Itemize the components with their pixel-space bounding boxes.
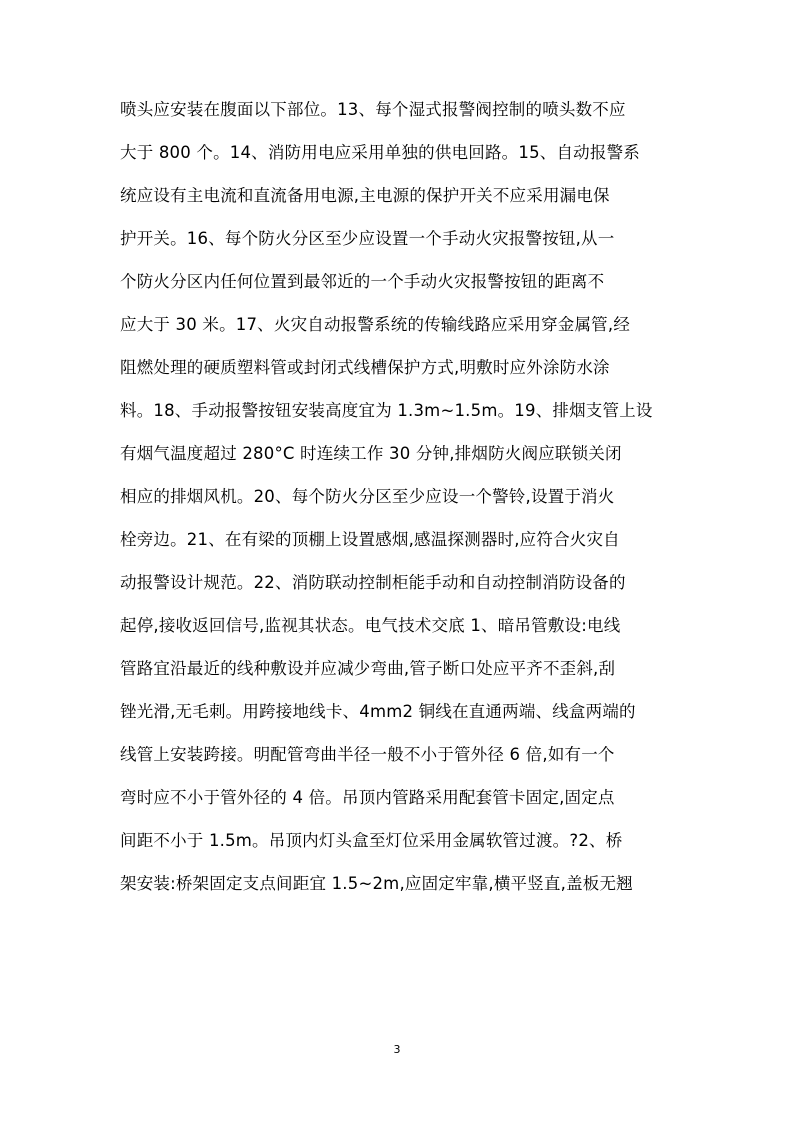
- text-line: 动报警设计规范。22、消防联动控制柜能手动和自动控制消防设备的: [120, 573, 626, 592]
- text-line: 个防火分区内任何位置到最邻近的一个手动火灾报警按钮的距离不: [120, 272, 605, 291]
- text-line: 锉光滑,无毛刺。用跨接地线卡、4mm2 铜线在直通两端、线盒两端的: [120, 702, 636, 721]
- text-line: 有烟气温度超过 280°C 时连续工作 30 分钟,排烟防火阀应联锁关闭: [120, 444, 622, 463]
- text-line: 栓旁边。21、在有梁的顶棚上设置感烟,感温探测器时,应符合火灾自: [120, 530, 620, 549]
- text-line: 应大于 30 米。17、火灾自动报警系统的传输线路应采用穿金属管,经: [120, 315, 631, 334]
- text-line: 护开关。16、每个防火分区至少应设置一个手动火灾报警按钮,从一: [120, 229, 615, 248]
- text-line: 大于 800 个。14、消防用电应采用单独的供电回路。15、自动报警系: [120, 143, 640, 162]
- text-line: 阻燃处理的硬质塑料管或封闭式线槽保护方式,明敷时应外涂防水涂: [120, 358, 610, 377]
- text-line: 管路宜沿最近的线种敷设并应减少弯曲,管子断口处应平齐不歪斜,刮: [120, 659, 616, 678]
- text-line: 线管上安装跨接。明配管弯曲半径一般不小于管外径 6 倍,如有一个: [120, 745, 615, 764]
- text-line: 弯时应不小于管外径的 4 倍。吊顶内管路采用配套管卡固定,固定点: [120, 788, 615, 807]
- text-line: 统应设有主电流和直流备用电源,主电源的保护开关不应采用漏电保: [120, 186, 610, 205]
- text-line: 架安装:桥架固定支点间距宜 1.5~2m,应固定牢靠,横平竖直,盖板无翘: [120, 874, 633, 893]
- page-number: 3: [393, 1043, 401, 1056]
- text-line: 喷头应安装在腹面以下部位。13、每个湿式报警阀控制的喷头数不应: [120, 100, 626, 119]
- text-line: 料。18、手动报警按钮安装高度宜为 1.3m~1.5m。19、排烟支管上设: [120, 401, 653, 420]
- body-text: [120, 88, 680, 905]
- text-line: 相应的排烟风机。20、每个防火分区至少应设一个警铃,设置于消火: [120, 487, 615, 506]
- text-line: 间距不小于 1.5m。吊顶内灯头盒至灯位采用金属软管过渡。?2、桥: [120, 831, 623, 850]
- text-line: 起停,接收返回信号,监视其状态。电气技术交底 1、暗吊管敷设:电线: [120, 616, 621, 635]
